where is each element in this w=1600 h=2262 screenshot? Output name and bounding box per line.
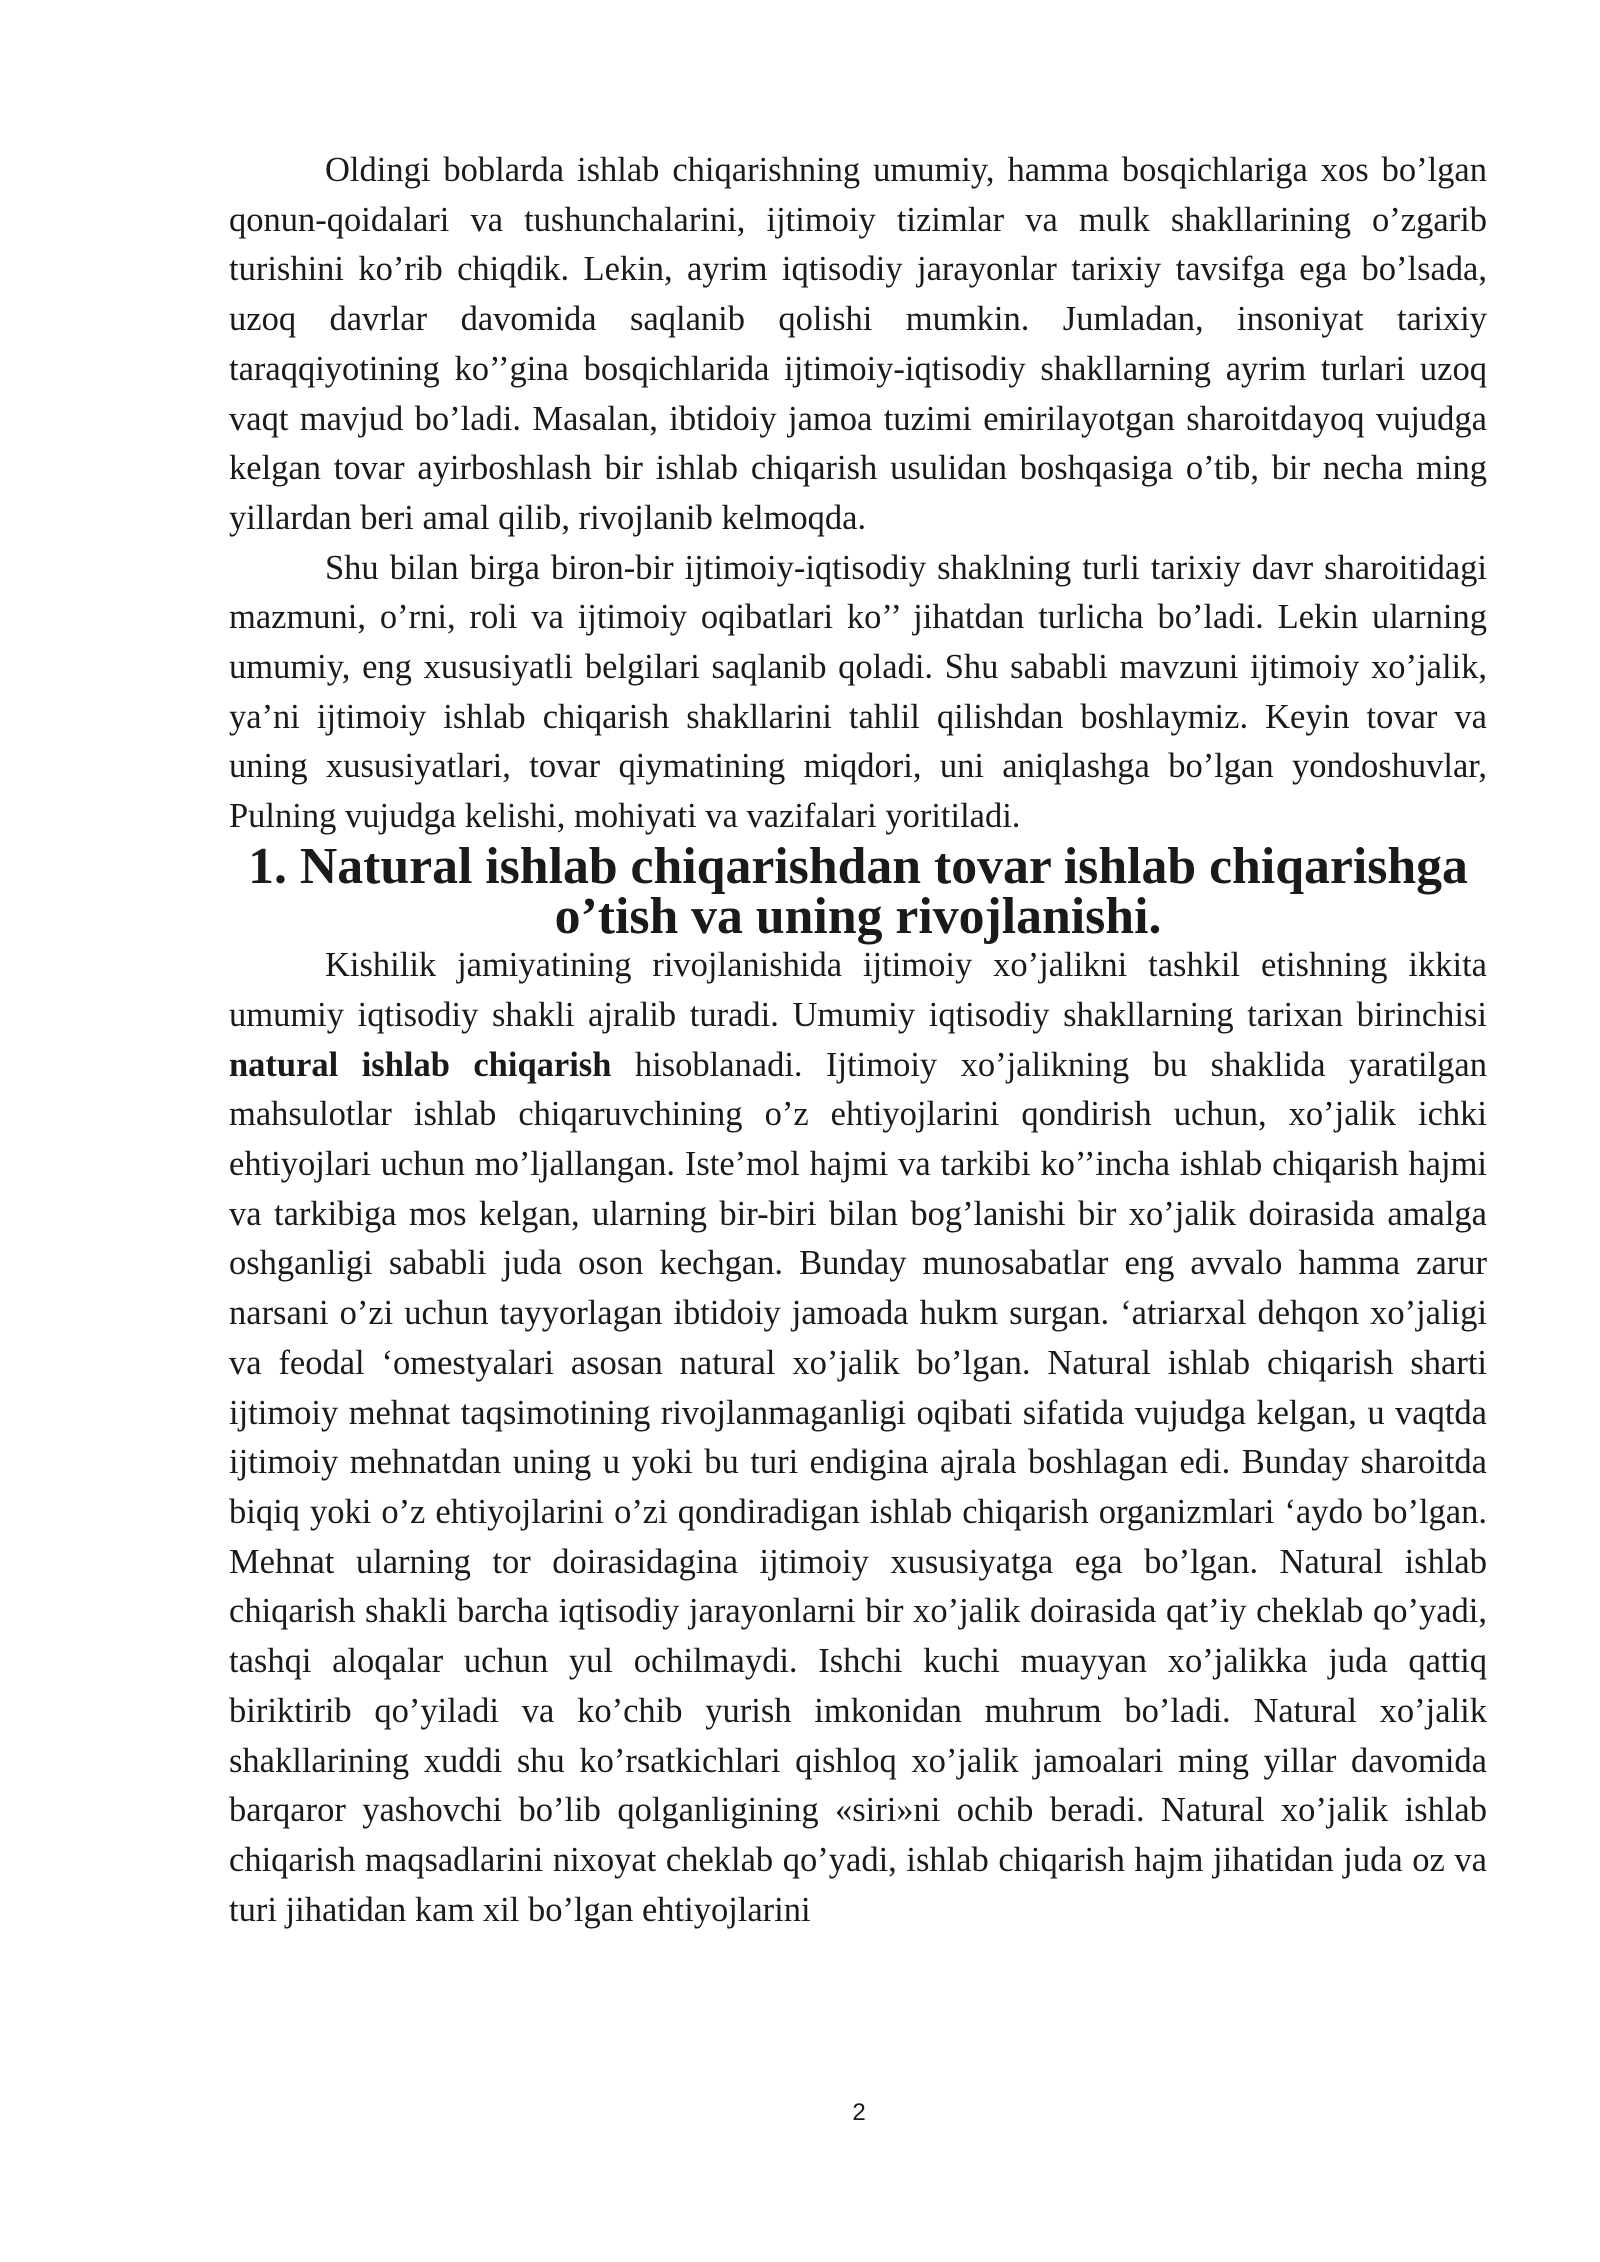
intro-paragraph-1: Oldingi boblarda ishlab chiqarishning umumiy, hamma bosqichlariga xos bo’lgan qonun-qoidalari va tushunchalarini, ijtimoiy tizimlar va mulk shakllarining o’zgarib turishini ko’rib chiqdik. Lekin, ayrim iqtisodiy jarayonlar tarixiy tavsifga ega bo’lsada, uzoq davrlar davomida saqlanib qolishi mumkin. Jumladan, insoniyat tarixiy taraqqiyotining ko’’gina bosqichlarida ijtimoiy-iqtisodiy shakllarning ayrim turlari uzoq vaqt mavjud bo’ladi. Masalan, ibtidoiy jamoa tuzimi emirilayotgan sharoitdayoq vujudga kelgan tovar ayirboshlash bir ishlab chiqarish usulidan boshqasiga o’tib, bir necha ming yillardan beri amal qilib, rivojlanib kelmoqda.: [229, 151, 1487, 537]
page-number: 2: [852, 2099, 866, 2126]
section-heading: [229, 837, 1487, 945]
main-paragraph-bold-term: natural ishlab chiqarish: [229, 1045, 612, 1084]
intro-paragraph-2: Shu bilan birga biron-bir ijtimoiy-iqtisodiy shaklning turli tarixiy davr sharoitidagi mazmuni, o’rni, roli va ijtimoiy oqibatlari ko’’ jihatdan turlicha bo’ladi. Lekin ularning umumiy, eng xususiyatli belgilari saqlanib qoladi. Shu sababli mavzuni ijtimoiy xo’jalik, ya’ni ijtimoiy ishlab chiqarish shakllarini tahlil qilishdan boshlaymiz. Keyin tovar va uning xususiyatlari, tovar qiymatining miqdori, uni aniqlashga bo’lgan yondoshuvlar, Pulning vujudga kelishi, mohiyati va vazifalari yoritiladi.: [229, 548, 1487, 836]
section-heading-line-2: o’tish va uning rivojlanishi.: [554, 887, 1162, 945]
section-heading-line-1: 1. Natural ishlab chiqarishdan tovar ishlab chiqarishga: [248, 837, 1468, 895]
main-paragraph: [229, 941, 1487, 1935]
main-paragraph-text-1: Kishilik jamiyatining rivojlanishida ijtimoiy xo’jalikni tashkil etishning ikkita umumiy iqtisodiy shakli ajralib turadi. Umumiy iqtisodiy shakllarning tarixan birinchisi: [229, 946, 1487, 1034]
document-page: [229, 146, 1487, 1935]
main-paragraph-text-2: hisoblanadi. Ijtimoiy xo’jalikning bu shaklida yaratilgan mahsulotlar ishlab chiqaruvchining o’z ehtiyojlarini qondirish uchun, xo’jalik ichki ehtiyojlari uchun mo’ljallangan. Iste’mol hajmi va tarkibi ko’’incha ishlab chiqarish hajmi va tarkibiga mos kelgan, ularning bir-biri bilan bog’lanishi bir xo’jalik doirasida amalga oshganligi sababli juda oson kechgan. Bunday munosabatlar eng avvalo hamma zarur narsani o’zi uchun tayyorlagan ibtidoiy jamoada hukm surgan. ‘atriarxal dehqon xo’jaligi va feodal ‘omestyalari asosan natural xo’jalik bo’lgan. Natural ishlab chiqarish sharti ijtimoiy mehnat taqsimotining rivojlanmaganligi oqibati sifatida vujudga kelgan, u vaqtda ijtimoiy mehnatdan uning u yoki bu turi endigina ajrala boshlagan edi. Bunday sharoitda biqiq yoki o’z ehtiyojlarini o’zi qondiradigan ishlab chiqarish organizmlari ‘aydo bo’lgan. Mehnat ularning tor doirasidagina ijtimoiy xususiyatga ega bo’lgan. Natural ishlab chiqarish shakli barcha iqtisodiy jarayonlarni bir xo’jalik doirasida qat’iy cheklab qo’yadi, tashqi aloqalar uchun yul ochilmaydi. Ishchi kuchi muayyan xo’jalikka juda qattiq biriktirib qo’yiladi va ko’chib yurish imkonidan muhrum bo’ladi. Natural xo’jalik shakllarining xuddi shu ko’rsatkichlari qishloq xo’jalik jamoalari ming yillar davomida barqaror yashovchi bo’lib qolganligining «siri»ni ochib beradi. Natural xo’jalik ishlab chiqarish maqsadlarini nixoyat cheklab qo’yadi, ishlab chiqarish hajm jihatidan juda oz va turi jihatidan kam xil bo’lgan ehtiyojlarini: [229, 1045, 1487, 1929]
